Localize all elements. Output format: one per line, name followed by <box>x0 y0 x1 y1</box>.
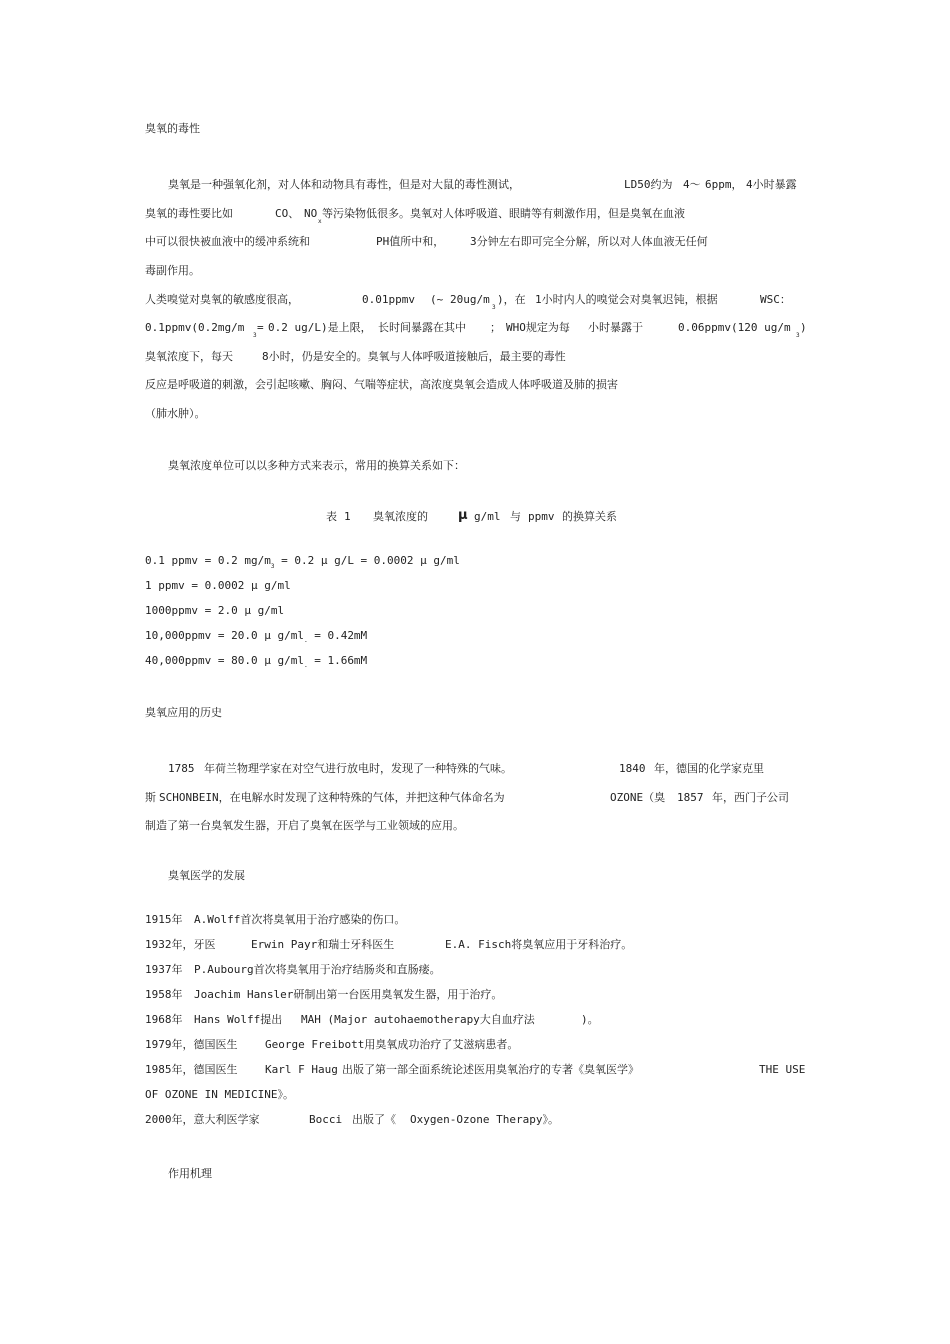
table-caption: 臭氧浓度的 <box>373 510 428 523</box>
table-caption: 的换算关系 <box>562 510 617 523</box>
subscript: 3 <box>253 332 257 339</box>
body-text: （肺水肿）。 <box>145 407 206 420</box>
history-text: Karl F Haug <box>265 1063 338 1076</box>
conversion-row: 1000ppmv = 2.0 μ g/ml <box>145 604 285 617</box>
body-text: 6ppm， <box>705 178 743 191</box>
history-year: 1968年 <box>145 1013 183 1026</box>
body-text: 0.01ppmv <box>362 293 415 306</box>
body-text: 1785 <box>168 762 195 775</box>
body-text: 长时间暴露在其中 <box>378 321 466 334</box>
history-year: 1958年 <box>145 988 183 1001</box>
body-text: 4～ <box>683 178 701 191</box>
body-text: 反应是呼吸道的刺激，会引起咳嗽、胸闷、气喘等症状，高浓度臭氧会造成人体呼吸道及肺的损害 <box>145 378 618 391</box>
subscript: x <box>318 218 322 225</box>
body-text: 中可以很快被血液中的缓冲系统和 <box>145 235 310 248</box>
subscript: - <box>303 638 308 645</box>
body-text: 人类嗅觉对臭氧的敏感度很高， <box>145 293 299 306</box>
body-text: 年荷兰物理学家在对空气进行放电时，发现了一种特殊的气味。 <box>204 762 512 775</box>
body-text: (~ <box>430 293 444 306</box>
history-text: E.A. Fisch将臭氧应用于牙科治疗。 <box>445 938 633 951</box>
history-text: Hans Wolff提出 <box>194 1013 283 1026</box>
body-text: ； <box>490 321 501 334</box>
conversion-row <box>145 629 367 649</box>
body-text: 1小时内人的嗅觉会对臭氧迟钝，根据 <box>535 293 718 306</box>
conversion-text: = 0.42mM <box>307 629 368 642</box>
section-heading-toxicity: 臭氧的毒性 <box>145 122 200 135</box>
table-caption: ppmv <box>528 510 555 523</box>
subscript: 3 <box>270 563 275 570</box>
subscript: 3 <box>492 304 496 311</box>
history-year: 2000年，意大利医学家 <box>145 1113 260 1126</box>
history-year: 1985年，德国医生 <box>145 1063 238 1076</box>
body-text: 斯 <box>145 791 156 804</box>
conversion-text: 0.1 ppmv = 0.2 mg/m <box>145 554 271 567</box>
history-text: MAH (Major autohaemotherapy大自血疗法 <box>301 1013 535 1026</box>
body-text: 臭氧浓度下，每天 <box>145 350 233 363</box>
body-text: 4小时暴露 <box>746 178 797 191</box>
history-text: )。 <box>581 1013 599 1026</box>
body-text: 0.06ppmv(120 ug/m <box>678 321 791 334</box>
history-year: 1979年，德国医生 <box>145 1038 238 1051</box>
body-text: 3分钟左右即可完全分解，所以对人体血液无任何 <box>470 235 708 248</box>
table-caption: 表 <box>326 510 337 523</box>
table-caption: g/ml <box>474 510 501 523</box>
body-text: SCHONBEIN，在电解水时发现了这种特殊的气体，并把这种气体命名为 <box>159 791 505 804</box>
conversion-row <box>145 654 367 674</box>
body-text: 臭氧的毒性要比如 <box>145 207 233 220</box>
body-text: WSC： <box>760 293 791 306</box>
section-heading-history: 臭氧应用的历史 <box>145 706 222 719</box>
history-text: Joachim Hansler研制出第一台医用臭氧发生器，用于治疗。 <box>194 988 503 1001</box>
body-text: 1840 <box>619 762 646 775</box>
conversion-text: = 0.2 μ g/L = 0.0002 μ g/ml <box>274 554 460 567</box>
conversion-row <box>145 554 460 574</box>
conversion-text: 40,000ppmv = 80.0 μ g/ml <box>145 654 304 667</box>
history-text: Bocci <box>309 1113 343 1126</box>
body-text: 等污染物低很多。臭氧对人体呼吸道、眼睛等有刺激作用，但是臭氧在血液 <box>322 207 685 220</box>
history-text: THE USE <box>759 1063 806 1076</box>
body-text: = <box>257 321 264 334</box>
body-text: 0.1ppmv(0.2mg/m <box>145 321 245 334</box>
body-text: PH值所中和， <box>376 235 445 248</box>
subheading-mechanism: 作用机理 <box>168 1167 212 1180</box>
body-text: )，在 <box>497 293 526 306</box>
body-text: CO、 <box>275 207 300 220</box>
history-text: OF OZONE IN MEDICINE》。 <box>145 1088 294 1101</box>
body-text: 年，西门子公司 <box>712 791 789 804</box>
body-text: 制造了第一台臭氧发生器，开启了臭氧在医学与工业领域的应用。 <box>145 819 464 832</box>
body-text: 毒副作用。 <box>145 264 200 277</box>
table-caption: 与 <box>510 510 521 523</box>
body-text: ) <box>800 321 807 334</box>
body-text: OZONE（臭 <box>610 791 666 804</box>
history-text: Oxygen-Ozone Therapy》。 <box>410 1113 559 1126</box>
history-text: A.Wolff首次将臭氧用于治疗感染的伤口。 <box>194 913 406 926</box>
body-text: 8小时，仍是安全的。臭氧与人体呼吸道接触后，最主要的毒性 <box>262 350 566 363</box>
history-year: 1937年 <box>145 963 183 976</box>
history-year: 1932年，牙医 <box>145 938 216 951</box>
history-text: 出版了《 <box>352 1113 396 1126</box>
body-text: 年，德国的化学家克里 <box>654 762 764 775</box>
history-text: 出版了第一部全面系统论述医用臭氧治疗的专著《臭氧医学》 <box>342 1063 639 1076</box>
subheading: 臭氧医学的发展 <box>168 869 245 882</box>
table-caption: μ <box>458 508 468 523</box>
history-text: George Freibott用臭氧成功治疗了艾滋病患者。 <box>265 1038 519 1051</box>
subscript: - <box>303 663 308 670</box>
body-text: WHO规定为每 <box>506 321 570 334</box>
body-text: 臭氧浓度单位可以以多种方式来表示，常用的换算关系如下： <box>168 459 465 472</box>
body-text: LD50约为 <box>624 178 673 191</box>
body-text: 小时暴露于 <box>588 321 643 334</box>
history-year: 1915年 <box>145 913 183 926</box>
body-text: 20ug/m <box>450 293 490 306</box>
conversion-text: = 1.66mM <box>307 654 368 667</box>
table-caption: 1 <box>344 510 351 523</box>
body-text: 臭氧是一种强氧化剂，对人体和动物具有毒性，但是对大鼠的毒性测试， <box>168 178 520 191</box>
subscript: 3 <box>796 332 800 339</box>
history-text: P.Aubourg首次将臭氧用于治疗结肠炎和直肠瘘。 <box>194 963 441 976</box>
conversion-row: 1 ppmv = 0.0002 μ g/ml <box>145 579 291 592</box>
body-text: 1857 <box>677 791 704 804</box>
history-text: Erwin Payr和瑞士牙科医生 <box>251 938 395 951</box>
body-text: NO <box>304 207 318 220</box>
conversion-text: 10,000ppmv = 20.0 μ g/ml <box>145 629 304 642</box>
body-text: 0.2 ug/L)是上限， <box>268 321 372 334</box>
